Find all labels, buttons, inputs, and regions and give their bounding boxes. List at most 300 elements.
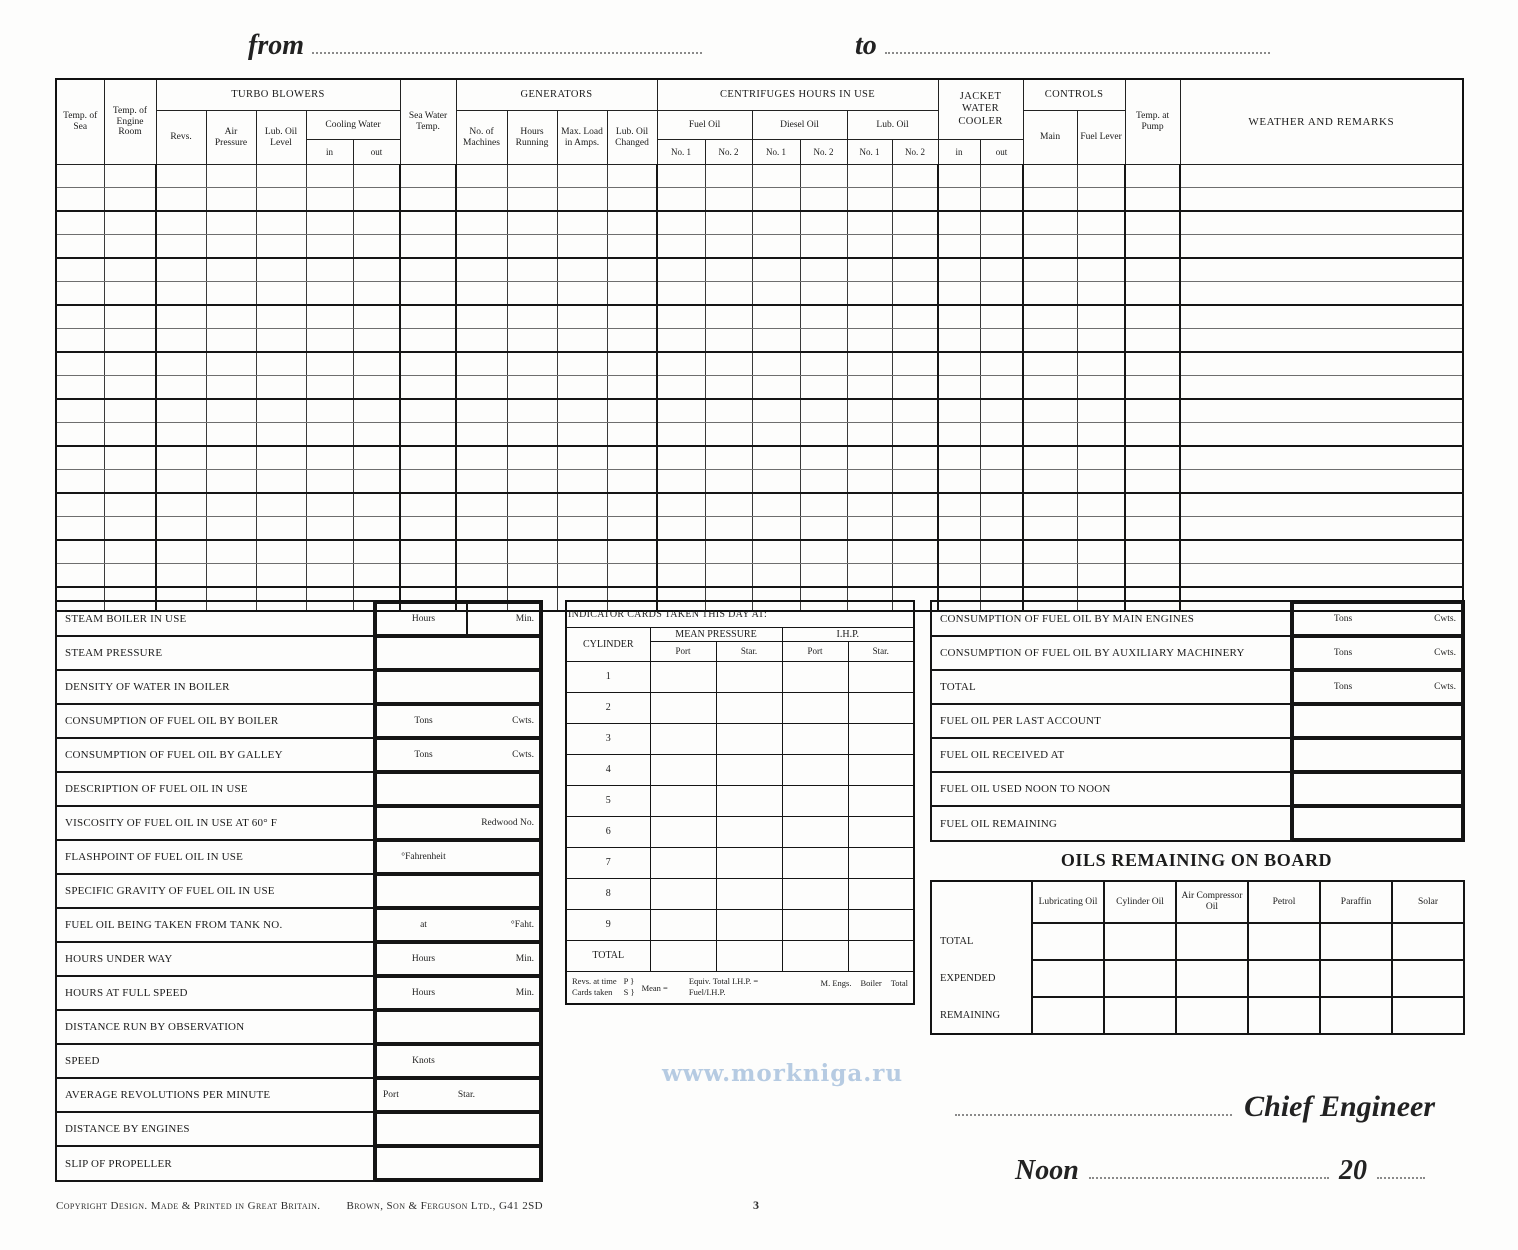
log-cell-r3-c8 bbox=[400, 211, 456, 235]
log-cell-r9-c10 bbox=[507, 352, 557, 376]
log-cell-r10-c17 bbox=[847, 376, 892, 400]
log-cell-r6-c13 bbox=[657, 282, 705, 306]
indicator-cell bbox=[782, 785, 848, 816]
oils-col-5: Paraffin bbox=[1320, 881, 1392, 923]
log-cell-r7-c8 bbox=[400, 305, 456, 329]
log-cell-r9-c6 bbox=[306, 352, 353, 376]
log-cell-r1-c19 bbox=[938, 165, 980, 188]
log-cell-r7-c1 bbox=[56, 305, 104, 329]
log-cell-r4-c7 bbox=[353, 235, 400, 259]
log-cell-r14-c10 bbox=[507, 470, 557, 494]
indicator-cell bbox=[848, 878, 914, 909]
log-cell-r1-c20 bbox=[980, 165, 1023, 188]
log-cell-r14-c11 bbox=[557, 470, 607, 494]
log-cell-r18-c12 bbox=[607, 564, 657, 588]
log-cell-r13-c10 bbox=[507, 446, 557, 470]
log-cell-r4-c17 bbox=[847, 235, 892, 259]
log-cell-r18-c18 bbox=[892, 564, 938, 588]
group-centrifuges: CENTRIFUGES HOURS IN USE bbox=[657, 79, 938, 111]
log-cell-r8-c4 bbox=[206, 329, 256, 353]
log-cell-r8-c24 bbox=[1180, 329, 1463, 353]
log-cell-r14-c12 bbox=[607, 470, 657, 494]
log-cell-r1-c11 bbox=[557, 165, 607, 188]
log-cell-r16-c23 bbox=[1125, 517, 1180, 541]
log-cell-r1-c22 bbox=[1077, 165, 1125, 188]
log-cell-r9-c19 bbox=[938, 352, 980, 376]
log-cell-r14-c22 bbox=[1077, 470, 1125, 494]
log-cell-r1-c23 bbox=[1125, 165, 1180, 188]
oils-cell bbox=[1248, 997, 1320, 1034]
col-ihp-port: Port bbox=[782, 641, 848, 661]
oils-cell bbox=[1248, 923, 1320, 960]
col-controls-fuel-lever: Fuel Lever bbox=[1077, 111, 1125, 165]
log-cell-r9-c8 bbox=[400, 352, 456, 376]
indicator-cell bbox=[716, 785, 782, 816]
log-cell-r9-c22 bbox=[1077, 352, 1125, 376]
boiler-value-4: Tons Cwts. bbox=[375, 704, 541, 738]
boiler-stats-table bbox=[55, 600, 543, 1182]
log-cell-r1-c10 bbox=[507, 165, 557, 188]
log-cell-r11-c21 bbox=[1023, 399, 1077, 423]
boiler-label-1: STEAM BOILER IN USE bbox=[56, 601, 374, 636]
log-cell-r1-c5 bbox=[256, 165, 306, 188]
log-cell-r9-c17 bbox=[847, 352, 892, 376]
log-cell-r17-c19 bbox=[938, 540, 980, 564]
log-cell-r1-c6 bbox=[306, 165, 353, 188]
log-cell-r13-c23 bbox=[1125, 446, 1180, 470]
log-cell-r18-c23 bbox=[1125, 564, 1180, 588]
log-cell-r12-c1 bbox=[56, 423, 104, 447]
log-cell-r8-c13 bbox=[657, 329, 705, 353]
log-cell-r8-c14 bbox=[705, 329, 752, 353]
col-lub-oil-changed: Lub. Oil Changed bbox=[607, 111, 657, 165]
log-cell-r4-c11 bbox=[557, 235, 607, 259]
log-cell-r17-c11 bbox=[557, 540, 607, 564]
log-cell-r15-c12 bbox=[607, 493, 657, 517]
log-cell-r11-c12 bbox=[607, 399, 657, 423]
boiler-value-15: Port Star. bbox=[375, 1078, 541, 1112]
col-weather-remarks: WEATHER AND REMARKS bbox=[1180, 79, 1463, 165]
log-cell-r13-c7 bbox=[353, 446, 400, 470]
cylinder-row-1: 1 bbox=[566, 661, 650, 692]
col-max-load-amps: Max. Load in Amps. bbox=[557, 111, 607, 165]
col-cooling-water: Cooling Water bbox=[306, 111, 400, 140]
log-cell-r18-c14 bbox=[705, 564, 752, 588]
log-cell-r18-c13 bbox=[657, 564, 705, 588]
log-cell-r1-c3 bbox=[156, 165, 206, 188]
log-cell-r10-c1 bbox=[56, 376, 104, 400]
log-cell-r3-c9 bbox=[456, 211, 507, 235]
cylinder-row-2: 2 bbox=[566, 692, 650, 723]
log-cell-r1-c8 bbox=[400, 165, 456, 188]
log-cell-r16-c24 bbox=[1180, 517, 1463, 541]
log-cell-r11-c17 bbox=[847, 399, 892, 423]
log-cell-r7-c16 bbox=[800, 305, 847, 329]
boiler-value-12: Hours Min. bbox=[375, 976, 541, 1010]
log-cell-r1-c2 bbox=[104, 165, 156, 188]
log-cell-r2-c2 bbox=[104, 188, 156, 212]
col-hours-running: Hours Running bbox=[507, 111, 557, 165]
log-cell-r7-c14 bbox=[705, 305, 752, 329]
indicator-cell bbox=[848, 940, 914, 971]
log-cell-r3-c7 bbox=[353, 211, 400, 235]
col-lub-oil-no2: No. 2 bbox=[892, 140, 938, 165]
log-cell-r9-c1 bbox=[56, 352, 104, 376]
log-cell-r6-c4 bbox=[206, 282, 256, 306]
log-cell-r7-c21 bbox=[1023, 305, 1077, 329]
log-cell-r3-c15 bbox=[752, 211, 800, 235]
boiler-label-14: SPEED bbox=[56, 1044, 374, 1078]
log-cell-r12-c12 bbox=[607, 423, 657, 447]
log-cell-r16-c15 bbox=[752, 517, 800, 541]
log-cell-r13-c19 bbox=[938, 446, 980, 470]
log-cell-r16-c7 bbox=[353, 517, 400, 541]
log-cell-r18-c20 bbox=[980, 564, 1023, 588]
log-cell-r10-c3 bbox=[156, 376, 206, 400]
log-cell-r16-c20 bbox=[980, 517, 1023, 541]
log-cell-r3-c6 bbox=[306, 211, 353, 235]
log-cell-r10-c4 bbox=[206, 376, 256, 400]
log-cell-r7-c23 bbox=[1125, 305, 1180, 329]
log-cell-r11-c14 bbox=[705, 399, 752, 423]
oils-cell bbox=[1392, 960, 1464, 997]
log-cell-r17-c12 bbox=[607, 540, 657, 564]
log-cell-r8-c17 bbox=[847, 329, 892, 353]
log-cell-r11-c3 bbox=[156, 399, 206, 423]
group-controls: CONTROLS bbox=[1023, 79, 1125, 111]
log-cell-r2-c11 bbox=[557, 188, 607, 212]
consumption-label-7: FUEL OIL REMAINING bbox=[931, 806, 1291, 841]
page-number: 3 bbox=[753, 1198, 759, 1212]
log-cell-r2-c20 bbox=[980, 188, 1023, 212]
log-cell-r2-c8 bbox=[400, 188, 456, 212]
log-cell-r10-c6 bbox=[306, 376, 353, 400]
indicator-cell bbox=[650, 785, 716, 816]
col-mp-port: Port bbox=[650, 641, 716, 661]
consumption-label-4: FUEL OIL PER LAST ACCOUNT bbox=[931, 704, 1291, 738]
log-cell-r3-c21 bbox=[1023, 211, 1077, 235]
log-cell-r11-c20 bbox=[980, 399, 1023, 423]
log-cell-r8-c9 bbox=[456, 329, 507, 353]
log-cell-r1-c18 bbox=[892, 165, 938, 188]
to-fill-line bbox=[885, 51, 1270, 54]
col-cylinder: CYLINDER bbox=[566, 627, 650, 661]
boiler-value-7: Redwood No. bbox=[375, 806, 541, 840]
log-cell-r10-c15 bbox=[752, 376, 800, 400]
indicator-cell bbox=[848, 847, 914, 878]
log-cell-r8-c3 bbox=[156, 329, 206, 353]
log-cell-r18-c1 bbox=[56, 564, 104, 588]
log-cell-r4-c6 bbox=[306, 235, 353, 259]
log-cell-r1-c1 bbox=[56, 165, 104, 188]
log-cell-r14-c17 bbox=[847, 470, 892, 494]
log-cell-r12-c3 bbox=[156, 423, 206, 447]
log-cell-r6-c2 bbox=[104, 282, 156, 306]
boiler-label-7: VISCOSITY OF FUEL OIL IN USE AT 60° F bbox=[56, 806, 374, 840]
indicator-cell bbox=[650, 754, 716, 785]
boiler-value-14: Knots bbox=[375, 1044, 541, 1078]
log-cell-r17-c7 bbox=[353, 540, 400, 564]
log-cell-r15-c11 bbox=[557, 493, 607, 517]
log-cell-r5-c9 bbox=[456, 258, 507, 282]
log-cell-r5-c7 bbox=[353, 258, 400, 282]
footnote-total: Total bbox=[890, 977, 909, 988]
log-cell-r16-c9 bbox=[456, 517, 507, 541]
log-cell-r11-c5 bbox=[256, 399, 306, 423]
indicator-cell bbox=[716, 847, 782, 878]
log-cell-r18-c7 bbox=[353, 564, 400, 588]
log-cell-r8-c1 bbox=[56, 329, 104, 353]
indicator-cell bbox=[716, 723, 782, 754]
log-cell-r3-c14 bbox=[705, 211, 752, 235]
log-cell-r14-c3 bbox=[156, 470, 206, 494]
log-cell-r7-c18 bbox=[892, 305, 938, 329]
from-fill-line bbox=[312, 51, 702, 54]
log-cell-r8-c18 bbox=[892, 329, 938, 353]
log-cell-r6-c22 bbox=[1077, 282, 1125, 306]
log-cell-r17-c16 bbox=[800, 540, 847, 564]
col-diesel-oil-no1: No. 1 bbox=[752, 140, 800, 165]
log-cell-r1-c24 bbox=[1180, 165, 1463, 188]
log-cell-r13-c4 bbox=[206, 446, 256, 470]
log-cell-r5-c24 bbox=[1180, 258, 1463, 282]
engine-log-table bbox=[55, 78, 1464, 612]
boiler-value-16 bbox=[375, 1112, 541, 1146]
log-cell-r15-c23 bbox=[1125, 493, 1180, 517]
log-cell-r4-c4 bbox=[206, 235, 256, 259]
log-cell-r5-c10 bbox=[507, 258, 557, 282]
log-cell-r9-c7 bbox=[353, 352, 400, 376]
col-centrifuge-lub-oil: Lub. Oil bbox=[847, 111, 938, 140]
log-cell-r12-c24 bbox=[1180, 423, 1463, 447]
boiler-value-1: Hours Min. bbox=[375, 602, 541, 636]
col-temp-engine-room: Temp. of Engine Room bbox=[104, 79, 156, 165]
log-cell-r17-c2 bbox=[104, 540, 156, 564]
log-cell-r3-c22 bbox=[1077, 211, 1125, 235]
indicator-cell bbox=[716, 692, 782, 723]
log-cell-r15-c6 bbox=[306, 493, 353, 517]
log-cell-r10-c5 bbox=[256, 376, 306, 400]
log-cell-r13-c14 bbox=[705, 446, 752, 470]
log-cell-r5-c19 bbox=[938, 258, 980, 282]
log-cell-r12-c17 bbox=[847, 423, 892, 447]
log-cell-r14-c8 bbox=[400, 470, 456, 494]
boiler-label-6: DESCRIPTION OF FUEL OIL IN USE bbox=[56, 772, 374, 806]
log-cell-r18-c11 bbox=[557, 564, 607, 588]
col-lub-oil-level: Lub. Oil Level bbox=[256, 111, 306, 165]
log-cell-r7-c12 bbox=[607, 305, 657, 329]
footnote-revs: Revs. at time bbox=[572, 975, 617, 986]
indicator-cell bbox=[716, 754, 782, 785]
log-cell-r13-c2 bbox=[104, 446, 156, 470]
indicator-cell bbox=[782, 692, 848, 723]
cylinder-row-6: 6 bbox=[566, 816, 650, 847]
boiler-label-13: DISTANCE RUN BY OBSERVATION bbox=[56, 1010, 374, 1044]
log-cell-r16-c14 bbox=[705, 517, 752, 541]
log-cell-r3-c18 bbox=[892, 211, 938, 235]
noon-fill-line bbox=[1089, 1176, 1329, 1179]
log-cell-r3-c13 bbox=[657, 211, 705, 235]
col-mp-star: Star. bbox=[716, 641, 782, 661]
log-cell-r15-c9 bbox=[456, 493, 507, 517]
log-cell-r15-c13 bbox=[657, 493, 705, 517]
log-cell-r4-c1 bbox=[56, 235, 104, 259]
log-cell-r14-c14 bbox=[705, 470, 752, 494]
group-jacket-water-cooler: JACKET WATER COOLER bbox=[938, 79, 1023, 140]
log-cell-r13-c18 bbox=[892, 446, 938, 470]
log-cell-r3-c17 bbox=[847, 211, 892, 235]
indicator-cell bbox=[782, 909, 848, 940]
log-cell-r2-c18 bbox=[892, 188, 938, 212]
oils-cell bbox=[1320, 997, 1392, 1034]
col-controls-main: Main bbox=[1023, 111, 1077, 165]
log-cell-r2-c16 bbox=[800, 188, 847, 212]
log-cell-r18-c9 bbox=[456, 564, 507, 588]
log-cell-r5-c15 bbox=[752, 258, 800, 282]
log-cell-r3-c24 bbox=[1180, 211, 1463, 235]
log-cell-r13-c24 bbox=[1180, 446, 1463, 470]
log-cell-r3-c5 bbox=[256, 211, 306, 235]
log-cell-r7-c3 bbox=[156, 305, 206, 329]
log-cell-r1-c15 bbox=[752, 165, 800, 188]
log-cell-r4-c8 bbox=[400, 235, 456, 259]
log-cell-r10-c12 bbox=[607, 376, 657, 400]
fuel-consumption-table bbox=[930, 600, 1465, 842]
log-cell-r6-c21 bbox=[1023, 282, 1077, 306]
log-cell-r17-c9 bbox=[456, 540, 507, 564]
indicator-cell bbox=[848, 909, 914, 940]
col-jacket-in: in bbox=[938, 140, 980, 165]
boiler-value-9 bbox=[375, 874, 541, 908]
log-cell-r7-c10 bbox=[507, 305, 557, 329]
log-cell-r15-c18 bbox=[892, 493, 938, 517]
log-cell-r16-c6 bbox=[306, 517, 353, 541]
log-cell-r10-c22 bbox=[1077, 376, 1125, 400]
log-cell-r18-c2 bbox=[104, 564, 156, 588]
log-cell-r10-c8 bbox=[400, 376, 456, 400]
log-cell-r7-c15 bbox=[752, 305, 800, 329]
indicator-cell bbox=[848, 816, 914, 847]
log-cell-r2-c17 bbox=[847, 188, 892, 212]
log-cell-r15-c4 bbox=[206, 493, 256, 517]
oils-cell bbox=[1320, 923, 1392, 960]
col-ihp-star: Star. bbox=[848, 641, 914, 661]
log-cell-r9-c2 bbox=[104, 352, 156, 376]
log-cell-r15-c7 bbox=[353, 493, 400, 517]
log-cell-r15-c1 bbox=[56, 493, 104, 517]
boiler-value-3 bbox=[375, 670, 541, 704]
log-cell-r1-c12 bbox=[607, 165, 657, 188]
log-cell-r4-c9 bbox=[456, 235, 507, 259]
col-diesel-oil-no2: No. 2 bbox=[800, 140, 847, 165]
log-cell-r4-c5 bbox=[256, 235, 306, 259]
oils-cell bbox=[1104, 923, 1176, 960]
indicator-cell bbox=[716, 940, 782, 971]
log-cell-r11-c24 bbox=[1180, 399, 1463, 423]
log-cell-r10-c20 bbox=[980, 376, 1023, 400]
log-cell-r6-c3 bbox=[156, 282, 206, 306]
boiler-label-5: CONSUMPTION OF FUEL OIL BY GALLEY bbox=[56, 738, 374, 772]
log-cell-r15-c17 bbox=[847, 493, 892, 517]
boiler-label-2: STEAM PRESSURE bbox=[56, 636, 374, 670]
log-cell-r17-c5 bbox=[256, 540, 306, 564]
footnote-p: P } bbox=[623, 975, 635, 986]
log-cell-r9-c11 bbox=[557, 352, 607, 376]
log-cell-r14-c7 bbox=[353, 470, 400, 494]
indicator-cell bbox=[782, 816, 848, 847]
log-cell-r13-c22 bbox=[1077, 446, 1125, 470]
year-fill-line bbox=[1377, 1176, 1425, 1179]
consumption-value-3: Tons Cwts. bbox=[1292, 670, 1463, 704]
log-cell-r15-c24 bbox=[1180, 493, 1463, 517]
oils-col-4: Petrol bbox=[1248, 881, 1320, 923]
log-cell-r5-c11 bbox=[557, 258, 607, 282]
col-fuel-oil-no1: No. 1 bbox=[657, 140, 705, 165]
col-temp-at-pump: Temp. at Pump bbox=[1125, 79, 1180, 165]
log-cell-r11-c16 bbox=[800, 399, 847, 423]
log-cell-r13-c3 bbox=[156, 446, 206, 470]
log-cell-r14-c16 bbox=[800, 470, 847, 494]
log-cell-r2-c7 bbox=[353, 188, 400, 212]
log-cell-r17-c20 bbox=[980, 540, 1023, 564]
log-cell-r1-c21 bbox=[1023, 165, 1077, 188]
log-cell-r6-c18 bbox=[892, 282, 938, 306]
log-cell-r11-c7 bbox=[353, 399, 400, 423]
oils-col-6: Solar bbox=[1392, 881, 1464, 923]
indicator-cell bbox=[650, 847, 716, 878]
signature-line bbox=[955, 1113, 1232, 1116]
log-cell-r7-c17 bbox=[847, 305, 892, 329]
log-cell-r5-c6 bbox=[306, 258, 353, 282]
indicator-cell bbox=[782, 878, 848, 909]
log-cell-r12-c22 bbox=[1077, 423, 1125, 447]
cylinder-row-3: 3 bbox=[566, 723, 650, 754]
log-cell-r4-c3 bbox=[156, 235, 206, 259]
oils-cell bbox=[1176, 923, 1248, 960]
log-cell-r2-c1 bbox=[56, 188, 104, 212]
log-cell-r6-c24 bbox=[1180, 282, 1463, 306]
log-cell-r12-c6 bbox=[306, 423, 353, 447]
log-cell-r5-c4 bbox=[206, 258, 256, 282]
log-cell-r5-c23 bbox=[1125, 258, 1180, 282]
log-cell-r7-c11 bbox=[557, 305, 607, 329]
log-cell-r6-c17 bbox=[847, 282, 892, 306]
log-cell-r3-c20 bbox=[980, 211, 1023, 235]
log-cell-r14-c23 bbox=[1125, 470, 1180, 494]
log-cell-r4-c13 bbox=[657, 235, 705, 259]
log-cell-r10-c13 bbox=[657, 376, 705, 400]
consumption-value-1: Tons Cwts. bbox=[1292, 602, 1463, 636]
log-cell-r3-c10 bbox=[507, 211, 557, 235]
log-cell-r17-c4 bbox=[206, 540, 256, 564]
consumption-label-5: FUEL OIL RECEIVED AT bbox=[931, 738, 1291, 772]
log-cell-r16-c21 bbox=[1023, 517, 1077, 541]
log-cell-r7-c13 bbox=[657, 305, 705, 329]
log-cell-r15-c10 bbox=[507, 493, 557, 517]
oils-corner-cell bbox=[931, 881, 1032, 923]
log-cell-r15-c2 bbox=[104, 493, 156, 517]
log-cell-r17-c22 bbox=[1077, 540, 1125, 564]
log-cell-r16-c10 bbox=[507, 517, 557, 541]
log-cell-r15-c8 bbox=[400, 493, 456, 517]
log-cell-r12-c14 bbox=[705, 423, 752, 447]
boiler-value-10: at °Faht. bbox=[375, 908, 541, 942]
log-cell-r6-c12 bbox=[607, 282, 657, 306]
log-cell-r11-c23 bbox=[1125, 399, 1180, 423]
log-cell-r11-c13 bbox=[657, 399, 705, 423]
log-cell-r11-c18 bbox=[892, 399, 938, 423]
log-cell-r12-c2 bbox=[104, 423, 156, 447]
